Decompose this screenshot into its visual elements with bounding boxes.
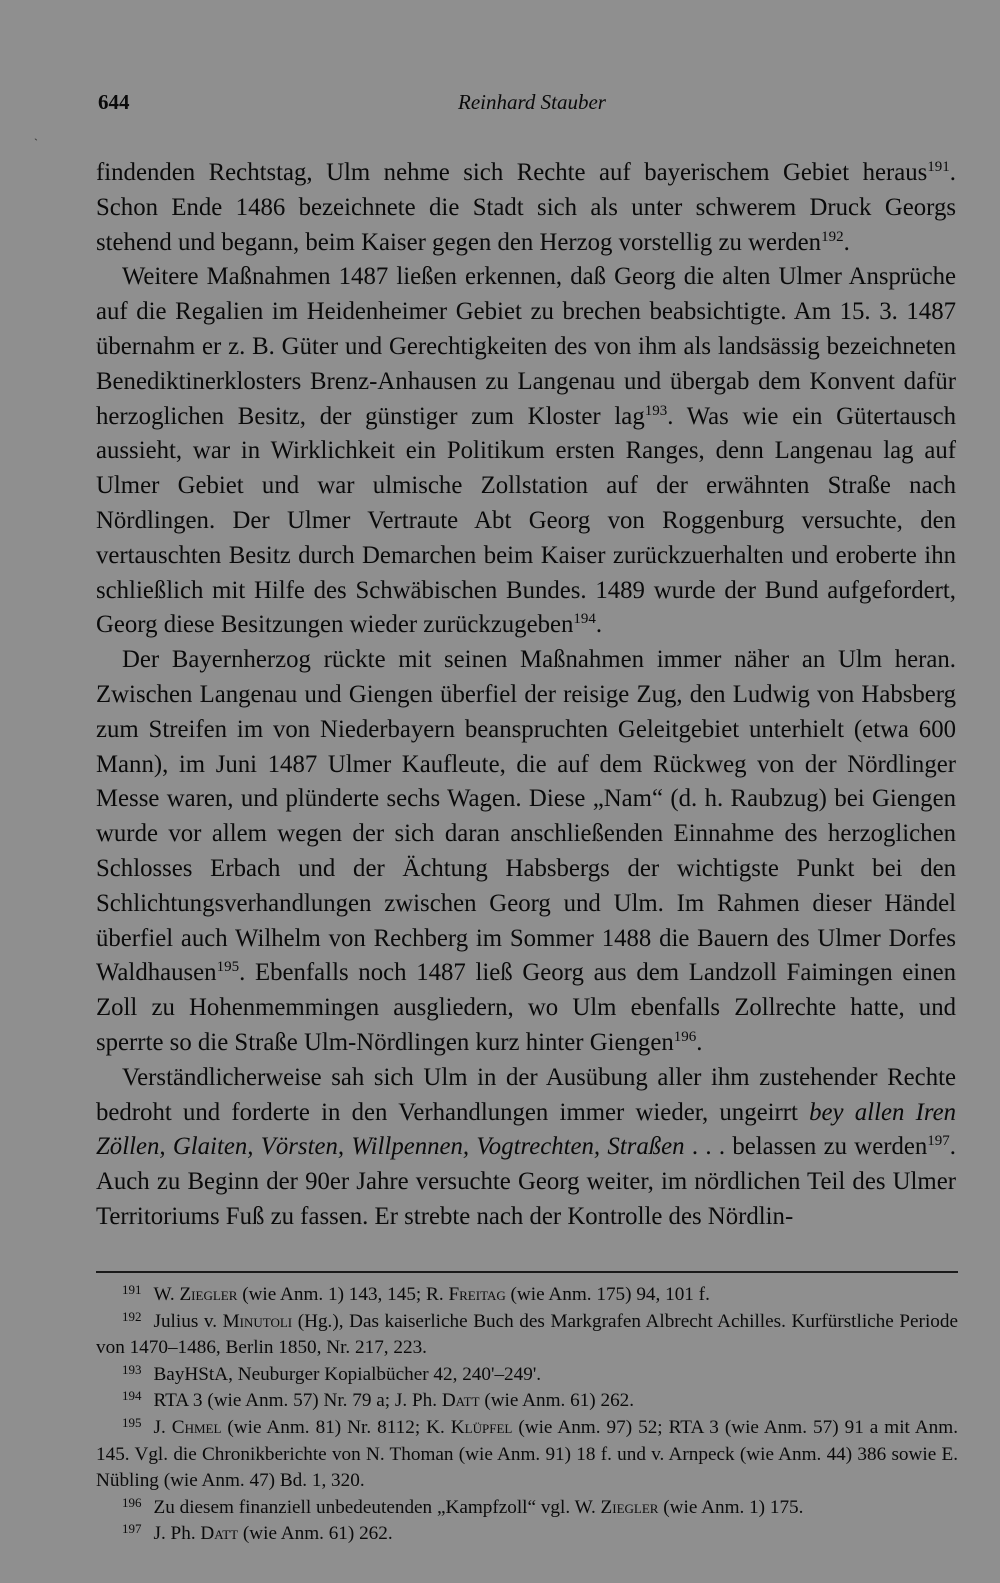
paragraph: findenden Rechtstag, Ulm nehme sich Rechte auf bayerischem Gebiet heraus$^{191}$. Schon Ende 1486 bezeichnete die Stadt sich als unter schwerem Druck Georgs stehend und begann, beim Kaiser gegen den Herzog vorstellig zu werden$^{192}$. [96, 159, 956, 256]
footnotes [96, 1282, 958, 1548]
footnote-number: 191 [122, 1282, 142, 1297]
quotation: bey allen Iren Zöllen, Glaiten, Vörsten, Willpennen, Vogtrechten, Straßen [96, 1098, 956, 1161]
footnote-ref[interactable]: 194 [573, 611, 596, 628]
footnote: $^{192}$ Julius v. Minutoli (Hg.), Das kaiserliche Buch des Markgrafen Albrecht Achilles. Kurfürstliche Periode von 1470–1486, Berlin 1850, Nr. 217, 223. [96, 1308, 958, 1359]
footnote-number: 196 [122, 1494, 142, 1510]
footnote: $^{197}$ J. Ph. Datt (wie Anm. 61) 262. [122, 1521, 393, 1545]
footnote-separator [96, 1271, 958, 1273]
running-head: Reinhard Stauber [458, 90, 606, 114]
footnote-number: 197 [122, 1521, 142, 1537]
footnote-ref[interactable]: 196 [673, 1028, 697, 1045]
footnote-number: 193 [122, 1361, 142, 1377]
paragraph: Weitere Maßnahmen 1487 ließen erkennen, daß Georg die alten Ulmer Ansprüche auf die Regalien im Heidenheimer Gebiet zu brechen beabsichtigte. Am 15. 3. 1487 übernahm er z. B. Güter und Gerechtigkeiten des von ihm als landsässig bezeichneten Benediktinerklosters Brenz-Anhausen zu Langenau und übergab dem Konvent dafür herzoglichen Besitz, der günstiger zum Kloster lag$^{193}$. Was wie ein Gütertausch aussieht, war in Wirklichkeit ein Politikum ersten Ranges, denn Langenau lag auf Ulmer Gebiet und war ulmische Zollstation auf der erwähnten Straße nach Nördlingen. Der Ulmer Vertraute Abt Georg von Roggenburg versuchte, den vertauschten Besitz durch Demarchen beim Kaiser zurückzuerhalten und eroberte ihn schließlich mit Hilfe des Schwäbischen Bundes. 1489 wurde der Bund aufgefordert, Georg diese Besitzungen wieder zurückzugeben$^{194}$. [96, 263, 956, 639]
page-number: 644 [98, 90, 130, 114]
footnote-ref[interactable]: 191 [927, 159, 950, 175]
footnote-ref[interactable]: 197 [927, 1133, 950, 1150]
paragraph: Der Bayernherzog rückte mit seinen Maßnahmen immer näher an Ulm heran. Zwischen Langenau und Giengen überfiel der reisige Zug, den Ludwig von Habsberg zum Streifen im von Niederbayern beanspruchten Geleitgebiet unterhielt (etwa 600 Mann), im Juni 1487 Ulmer Kaufleute, die auf dem Rückweg von der Nördlinger Messe waren, und plünderte sechs Wagen. Diese „Nam“ (d. h. Raubzug) bei Giengen wurde vor allem wegen der sich daran anschließenden Einnahme des herzoglichen Schlosses Erbach und der Ächtung Habsbergs der wichtigste Punkt bei den Schlichtungsverhandlungen zwischen Georg und Ulm. Im Rahmen dieser Händel überfiel auch Wilhelm von Rechberg im Sommer 1488 die Bauern des Ulmer Dorfes Waldhausen$^{195}$. Ebenfalls noch 1487 ließ Georg aus dem Landzoll Faimingen einen Zoll zu Hohenmemmingen ausgliedern, wo Ulm ebenfalls Zollrechte hatte, und sperrte so die Straße Ulm-Nördlingen kurz hinter Giengen$^{196}$. [96, 646, 956, 1056]
footnote: $^{196}$ Zu diesem finanziell unbedeutenden „Kampfzoll“ vgl. W. Ziegler (wie Anm. 1) 175. [122, 1494, 804, 1518]
footnote-number: 194 [122, 1388, 142, 1404]
paragraph: Verständlicherweise sah sich Ulm in der Ausübung aller ihm zustehender Rechte bedroht und forderte in den Verhandlungen immer wieder, ungeirrt bey allen Iren Zöllen, Glaiten, Vörsten, Willpennen, Vogtrechten, Straßen . . . belassen zu werden$^{197}$. Auch zu Beginn der 90er Jahre versuchte Georg weiter, im nördlichen Teil des Ulmer Territoriums Fuß zu fassen. Er strebte nach der Kontrolle des Nördlin- [96, 1063, 956, 1230]
footnote: $^{194}$ RTA 3 (wie Anm. 57) Nr. 79 a; J. Ph. Datt (wie Anm. 61) 262. [122, 1388, 635, 1412]
footnote: $^{193}$ BayHStA, Neuburger Kopialbücher 42, 240'–249'. [122, 1361, 542, 1385]
footnote: $^{195}$ J. Chmel (wie Anm. 81) Nr. 8112; K. Klüpfel (wie Anm. 97) 52; RTA 3 (wie Anm. 57) 91 a mit Anm. 145. Vgl. die Chronikberichte von N. Thoman (wie Anm. 91) 18 f. und v. Arnpeck (wie Anm. 44) 386 sowie E. Nübling (wie Anm. 47) Bd. 1, 320. [96, 1414, 958, 1492]
footnote-ref[interactable]: 192 [821, 228, 844, 245]
footnote-ref[interactable]: 195 [216, 959, 240, 976]
page-header [94, 90, 960, 120]
scan-mark: ` [34, 136, 38, 150]
footnote-number: 192 [122, 1308, 142, 1324]
body-text [96, 156, 956, 1235]
footnote-number: 195 [122, 1414, 142, 1430]
footnote-ref[interactable]: 193 [644, 402, 668, 419]
footnote: $^{191}$ W. Ziegler (wie Anm. 1) 143, 145; R. Freitag (wie Anm. 175) 94, 101 f. [122, 1282, 710, 1305]
